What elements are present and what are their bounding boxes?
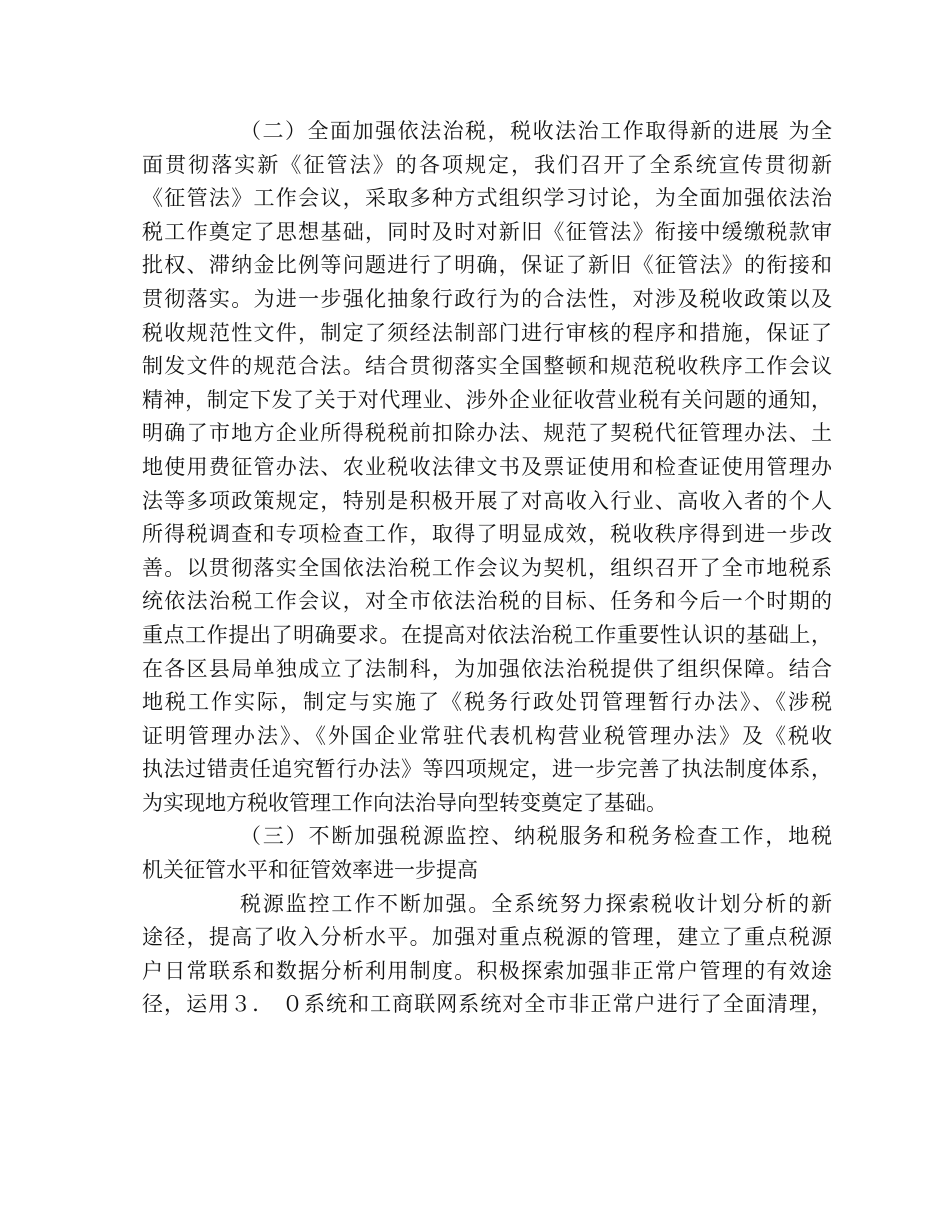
- text-line: 法等多项政策规定，特别是积极开展了对高收入行业、高收入者的个人: [142, 488, 832, 513]
- text-line: 善。以贯彻落实全国依法治税工作会议为契机，组织召开了全市地税系: [142, 555, 832, 580]
- text-line: 制发文件的规范合法。结合贯彻落实全国整顿和规范税收秩序工作会议: [142, 354, 832, 379]
- heading-line: （三）不断加强税源监控、纳税服务和税务检查工作，地税: [240, 824, 832, 849]
- text-line: 精神，制定下发了关于对代理业、涉外企业征收营业税有关问题的通知，: [142, 387, 832, 412]
- section-3-paragraph: [142, 888, 832, 1022]
- text-line: 税工作奠定了思想基础，同时及时对新旧《征管法》衔接中缓缴税款审: [142, 219, 832, 244]
- text-line: 面贯彻落实新《征管法》的各项规定，我们召开了全系统宣传贯彻新: [142, 152, 832, 177]
- text-line: 途径，提高了收入分析水平。加强对重点税源的管理，建立了重点税源: [142, 925, 832, 950]
- text-line: 地使用费征管办法、农业税收法律文书及票证使用和检查证使用管理办: [142, 454, 832, 479]
- text-line: 证明管理办法》、《外国企业常驻代表机构营业税管理办法》及《税收: [142, 723, 832, 748]
- text-line: 统依法治税工作会议，对全市依法治税的目标、任务和今后一个时期的: [142, 589, 832, 614]
- text-line: 贯彻落实。为进一步强化抽象行政行为的合法性，对涉及税收政策以及: [142, 286, 832, 311]
- section-3-heading: [142, 820, 832, 887]
- text-line: 重点工作提出了明确要求。在提高对依法治税工作重要性认识的基础上，: [142, 622, 832, 647]
- text-line: （二）全面加强依法治税，税收法治工作取得新的进展 为全: [240, 119, 832, 143]
- text-line: 地税工作实际，制定与实施了《税务行政处罚管理暂行办法》、《涉税: [142, 690, 832, 715]
- text-line: 明确了市地方企业所得税税前扣除办法、规范了契税代征管理办法、土: [142, 421, 832, 446]
- text-line: 在各区县局单独成立了法制科，为加强依法治税提供了组织保障。结合: [142, 656, 832, 681]
- text-line: 批权、滞纳金比例等问题进行了明确，保证了新旧《征管法》的衔接和: [142, 253, 832, 278]
- text-line: 《征管法》工作会议，采取多种方式组织学习讨论，为全面加强依法治: [142, 186, 832, 211]
- text-line: 径，运用３． ０系统和工商联网系统对全市非正常户进行了全面清理，: [142, 992, 832, 1017]
- text-line: 所得税调查和专项检查工作，取得了明显成效，税收秩序得到进一步改: [142, 522, 832, 547]
- document-body: [142, 115, 832, 1022]
- heading-line: 机关征管水平和征管效率进一步提高: [142, 858, 478, 883]
- text-line: 税源监控工作不断加强。全系统努力探索税收计划分析的新: [240, 891, 832, 916]
- text-line: 户日常联系和数据分析利用制度。积极探索加强非正常户管理的有效途: [142, 958, 832, 983]
- text-line: 税收规范性文件，制定了须经法制部门进行审核的程序和措施，保证了: [142, 320, 832, 345]
- text-line: 为实现地方税收管理工作向法治导向型转变奠定了基础。: [142, 790, 667, 815]
- section-2-paragraph: [142, 115, 832, 820]
- text-line: 执法过错责任追究暂行办法》等四项规定，进一步完善了执法制度体系，: [142, 757, 832, 782]
